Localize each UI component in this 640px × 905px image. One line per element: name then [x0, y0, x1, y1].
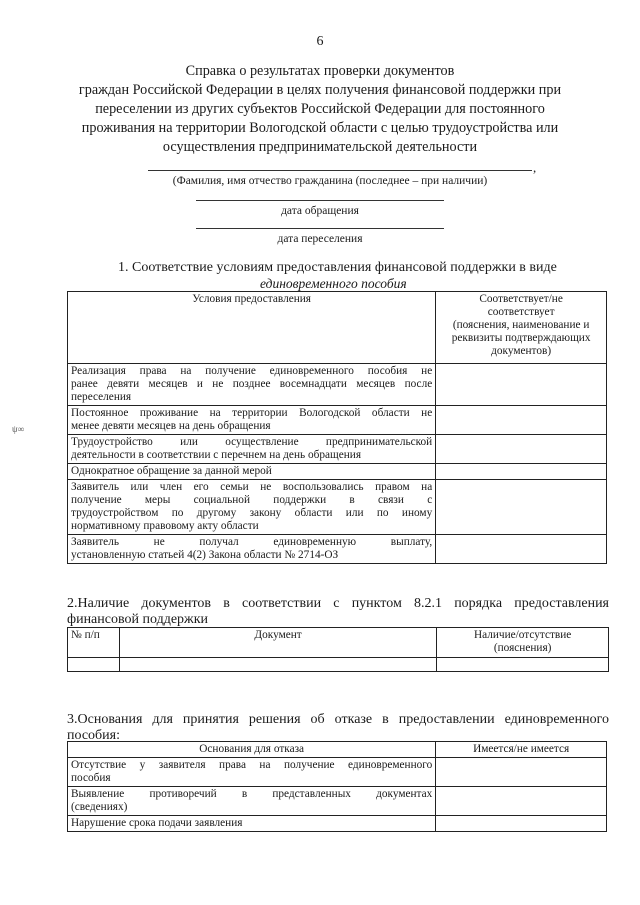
- document-col-header: Документ: [119, 628, 436, 658]
- compliance-col-header: [436, 292, 607, 364]
- compliance-cell[interactable]: [436, 464, 607, 480]
- refusal-reason-cell: [68, 787, 436, 816]
- number-cell[interactable]: [68, 658, 120, 672]
- name-comma: ,: [533, 160, 537, 175]
- cell-line: получение меры социальной поддержки в связи с: [71, 494, 433, 506]
- cell-line: (сведениях): [71, 801, 128, 813]
- cell-line: нормативному правовому акту области: [71, 520, 259, 532]
- refusal-status-cell[interactable]: [436, 816, 607, 832]
- table-row: [68, 535, 607, 564]
- section1-heading-text: 1. Соответствие условиям предоставления финансовой поддержки в виде: [118, 260, 557, 275]
- compliance-header-line: соответствует: [487, 306, 555, 318]
- table-row: [68, 464, 607, 480]
- compliance-header-line: Соответствует/не: [479, 293, 563, 305]
- cell-line: деятельности в соответствии с перечнем на день обращения: [71, 449, 362, 461]
- table-row: [68, 758, 607, 787]
- title-line-2: граждан Российской Федерации в целях получения финансовой поддержки при: [78, 82, 562, 98]
- section1-heading: [118, 260, 588, 292]
- document-title: [60, 62, 580, 157]
- table-row: [68, 816, 607, 832]
- cell-line: Нарушение срока подачи заявления: [71, 817, 243, 829]
- table-row: [68, 435, 607, 464]
- section2-heading-line-2: финансовой поддержки: [67, 612, 208, 627]
- date-request-fill-line: [196, 200, 444, 201]
- conditions-table: [67, 291, 607, 564]
- name-caption: (Фамилия, имя отчество гражданина (последнее – при наличии): [172, 175, 488, 187]
- title-line-5: осуществления предпринимательской деятельности: [162, 139, 478, 155]
- availability-col-header: [437, 628, 609, 658]
- condition-cell: [68, 364, 436, 406]
- conditions-header-row: [68, 292, 607, 364]
- cell-line: менее девяти месяцев на день обращения: [71, 420, 271, 432]
- documents-header-row: [68, 628, 609, 658]
- compliance-cell[interactable]: [436, 435, 607, 464]
- cell-line: ранее девяти месяцев и не позднее восемнадцати месяцев после: [71, 378, 433, 390]
- refusal-reason-cell: [68, 758, 436, 787]
- compliance-cell[interactable]: [436, 364, 607, 406]
- table-row: [68, 658, 609, 672]
- table-row: [68, 406, 607, 435]
- refusal-table: [67, 741, 607, 832]
- compliance-cell[interactable]: [436, 480, 607, 535]
- document-cell[interactable]: [119, 658, 436, 672]
- page-number: 6: [316, 34, 324, 49]
- date-move-fill-line: [196, 228, 444, 229]
- section2-heading: [67, 596, 609, 628]
- cell-line: Выявление противоречий в представленных документах: [71, 788, 433, 800]
- cell-line: Постоянное проживание на территории Вологодской области не: [71, 407, 433, 419]
- date-move-caption: дата переселения: [277, 233, 363, 245]
- availability-header-line: (пояснения): [493, 642, 552, 654]
- cell-line: Однократное обращение за данной мерой: [71, 465, 272, 477]
- refusal-reason-cell: [68, 816, 436, 832]
- table-row: [68, 364, 607, 406]
- table-row: [68, 787, 607, 816]
- condition-cell: [68, 480, 436, 535]
- section3-heading-line-2: пособия:: [67, 728, 120, 743]
- section3-heading: [67, 712, 609, 744]
- conditions-col-header: Условия предоставления: [68, 292, 436, 364]
- number-col-header: № п/п: [68, 628, 120, 658]
- cell-line: Трудоустройство или осуществление предпринимательской: [71, 436, 433, 448]
- refusal-status-cell[interactable]: [436, 787, 607, 816]
- refusal-status-col-header: Имеется/не имеется: [436, 742, 607, 758]
- date-request-caption: дата обращения: [281, 205, 359, 217]
- cell-line: Заявитель или член его семьи не воспользовались правом на: [71, 481, 433, 493]
- section2-heading-line-1: 2.Наличие документов в соответствии с пунктом 8.2.1 порядка предоставления: [67, 596, 609, 611]
- condition-cell: [68, 435, 436, 464]
- cell-line: трудоустройством по другому закону области или по иному: [71, 507, 433, 519]
- table-row: [68, 480, 607, 535]
- availability-header-line: Наличие/отсутствие: [473, 629, 572, 641]
- title-line-3: переселении из других субъектов Российской Федерации для постоянного: [95, 101, 545, 117]
- title-line-4: проживания на территории Вологодской области с целью трудоустройства или: [81, 120, 559, 136]
- compliance-header-line: (пояснения, наименование и: [452, 319, 590, 331]
- title-line-1: Справка о результатах проверки документов: [185, 63, 455, 79]
- condition-cell: [68, 464, 436, 480]
- cell-line: переселения: [71, 391, 132, 403]
- condition-cell: [68, 535, 436, 564]
- margin-mark: ψ∞: [12, 424, 25, 434]
- availability-cell[interactable]: [437, 658, 609, 672]
- compliance-cell[interactable]: [436, 406, 607, 435]
- section1-heading-italic: единовременного пособия: [260, 276, 407, 291]
- compliance-header-line: реквизиты подтверждающих: [451, 332, 591, 344]
- name-fill-line: [148, 170, 532, 171]
- refusal-status-cell[interactable]: [436, 758, 607, 787]
- compliance-cell[interactable]: [436, 535, 607, 564]
- cell-line: установленную статьей 4(2) Закона области № 2714-ОЗ: [71, 549, 339, 561]
- cell-line: Реализация права на получение единовременного пособия не: [71, 365, 433, 377]
- compliance-header-line: документов): [491, 345, 552, 357]
- cell-line: Отсутствие у заявителя права на получение единовременного: [71, 759, 433, 771]
- section3-heading-line-1: 3.Основания для принятия решения об отказе в предоставлении единовременного: [67, 712, 609, 727]
- condition-cell: [68, 406, 436, 435]
- cell-line: пособия: [71, 772, 111, 784]
- refusal-reason-col-header: Основания для отказа: [68, 742, 436, 758]
- refusal-header-row: [68, 742, 607, 758]
- documents-table: [67, 627, 609, 672]
- cell-line: Заявитель не получал единовременную выплату,: [71, 536, 433, 548]
